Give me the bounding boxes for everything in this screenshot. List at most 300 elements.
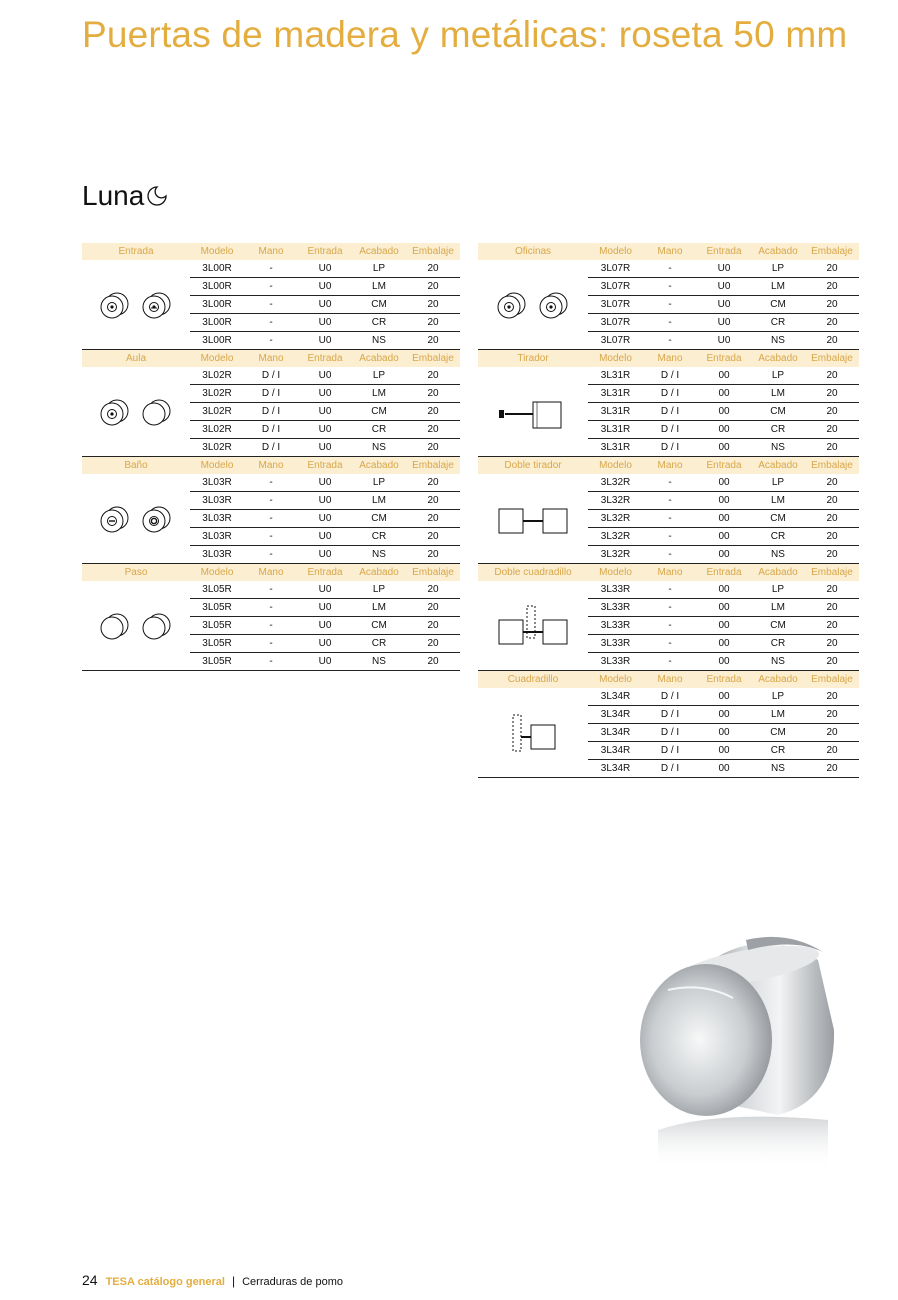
- cell-mano: -: [244, 492, 298, 510]
- table-row: [82, 260, 460, 278]
- cell-entrada: 00: [697, 635, 751, 653]
- cell-embalaje: 20: [805, 278, 859, 296]
- knob-pair-passage-icon: [88, 596, 184, 656]
- page-number: 24: [82, 1272, 98, 1288]
- column-header-embalaje: Embalaje: [406, 564, 460, 582]
- cell-entrada: 00: [697, 653, 751, 671]
- cell-embalaje: 20: [805, 296, 859, 314]
- cell-entrada: U0: [697, 332, 751, 350]
- table-header-row: [478, 671, 859, 689]
- cell-modelo: 3L03R: [190, 492, 244, 510]
- cell-modelo: 3L07R: [588, 314, 643, 332]
- cell-modelo: 3L07R: [588, 260, 643, 278]
- cell-entrada: 00: [697, 581, 751, 599]
- cell-mano: -: [643, 617, 697, 635]
- column-header-modelo: Modelo: [190, 457, 244, 475]
- product-diagram-cell: [82, 474, 190, 564]
- footer-section: Cerraduras de pomo: [242, 1276, 343, 1288]
- cell-embalaje: 20: [805, 617, 859, 635]
- cell-mano: -: [643, 528, 697, 546]
- column-header-modelo: Modelo: [190, 564, 244, 582]
- product-name: [82, 180, 168, 212]
- cell-embalaje: 20: [406, 260, 460, 278]
- cell-embalaje: 20: [805, 439, 859, 457]
- group-name: Aula: [82, 350, 190, 368]
- right-spec-table: [478, 243, 859, 778]
- cell-embalaje: 20: [406, 439, 460, 457]
- table-header-row: [82, 350, 460, 368]
- cell-entrada: 00: [697, 742, 751, 760]
- cell-mano: -: [643, 332, 697, 350]
- cell-mano: D / I: [643, 724, 697, 742]
- cell-entrada: 00: [697, 421, 751, 439]
- cell-mano: D / I: [643, 385, 697, 403]
- cell-entrada: 00: [697, 403, 751, 421]
- cell-entrada: U0: [298, 510, 352, 528]
- cell-acabado: CR: [352, 421, 406, 439]
- cell-entrada: U0: [697, 278, 751, 296]
- column-header-acabado: Acabado: [352, 243, 406, 260]
- cell-entrada: U0: [298, 617, 352, 635]
- cell-acabado: LP: [751, 367, 805, 385]
- column-header-embalaje: Embalaje: [805, 564, 859, 582]
- cell-acabado: NS: [352, 439, 406, 457]
- column-header-modelo: Modelo: [190, 243, 244, 260]
- cell-mano: D / I: [244, 385, 298, 403]
- cell-acabado: LM: [352, 599, 406, 617]
- column-header-entrada: Entrada: [697, 564, 751, 582]
- product-diagram-cell: [478, 260, 588, 350]
- cell-acabado: LM: [352, 385, 406, 403]
- cell-acabado: CR: [352, 528, 406, 546]
- cell-modelo: 3L33R: [588, 635, 643, 653]
- cell-entrada: U0: [298, 439, 352, 457]
- product-diagram-cell: [478, 367, 588, 457]
- cell-acabado: LM: [751, 706, 805, 724]
- left-spec-table: [82, 243, 460, 671]
- table-header-row: [478, 350, 859, 368]
- table-header-row: [478, 457, 859, 475]
- cell-embalaje: 20: [406, 492, 460, 510]
- cell-mano: D / I: [643, 742, 697, 760]
- cell-mano: D / I: [643, 706, 697, 724]
- cell-acabado: LP: [352, 260, 406, 278]
- cell-mano: -: [244, 635, 298, 653]
- cell-modelo: 3L05R: [190, 599, 244, 617]
- cell-entrada: U0: [697, 296, 751, 314]
- cell-mano: D / I: [643, 439, 697, 457]
- table-row: [478, 688, 859, 706]
- knob-pair-key-plain-icon: [88, 382, 184, 442]
- cell-acabado: CR: [751, 314, 805, 332]
- cell-embalaje: 20: [406, 617, 460, 635]
- knob-pair-bathroom-icon: [88, 489, 184, 549]
- cell-entrada: U0: [298, 296, 352, 314]
- cell-acabado: LP: [352, 367, 406, 385]
- cell-entrada: U0: [298, 260, 352, 278]
- cell-modelo: 3L00R: [190, 332, 244, 350]
- cell-mano: -: [244, 474, 298, 492]
- cell-acabado: LM: [352, 492, 406, 510]
- cell-embalaje: 20: [406, 367, 460, 385]
- cell-entrada: 00: [697, 724, 751, 742]
- cell-acabado: CM: [751, 296, 805, 314]
- cell-embalaje: 20: [805, 546, 859, 564]
- product-name-label: Luna: [82, 180, 145, 211]
- cell-entrada: 00: [697, 367, 751, 385]
- cell-modelo: 3L00R: [190, 314, 244, 332]
- cell-mano: -: [643, 492, 697, 510]
- column-header-embalaje: Embalaje: [406, 350, 460, 368]
- column-header-acabado: Acabado: [751, 457, 805, 475]
- cell-embalaje: 20: [805, 599, 859, 617]
- cell-entrada: U0: [298, 635, 352, 653]
- double-pull-knob-icon: [485, 489, 581, 549]
- cell-modelo: 3L33R: [588, 617, 643, 635]
- cell-acabado: NS: [751, 760, 805, 778]
- cell-mano: -: [244, 528, 298, 546]
- cell-entrada: U0: [298, 385, 352, 403]
- column-header-mano: Mano: [643, 350, 697, 368]
- cell-mano: -: [643, 474, 697, 492]
- cell-acabado: LP: [751, 260, 805, 278]
- cell-embalaje: 20: [406, 546, 460, 564]
- cell-acabado: CR: [352, 314, 406, 332]
- cell-entrada: U0: [298, 367, 352, 385]
- column-header-entrada: Entrada: [298, 350, 352, 368]
- cell-mano: -: [244, 332, 298, 350]
- cell-embalaje: 20: [406, 314, 460, 332]
- cell-modelo: 3L31R: [588, 367, 643, 385]
- cell-embalaje: 20: [406, 599, 460, 617]
- column-header-acabado: Acabado: [352, 564, 406, 582]
- product-diagram-cell: [478, 581, 588, 671]
- cell-mano: D / I: [643, 760, 697, 778]
- pull-knob-icon: [485, 382, 581, 442]
- column-header-mano: Mano: [643, 564, 697, 582]
- cell-modelo: 3L32R: [588, 492, 643, 510]
- cell-entrada: 00: [697, 617, 751, 635]
- column-header-modelo: Modelo: [588, 243, 643, 260]
- column-header-mano: Mano: [244, 457, 298, 475]
- cell-acabado: NS: [751, 332, 805, 350]
- cell-embalaje: 20: [805, 260, 859, 278]
- column-header-entrada: Entrada: [298, 457, 352, 475]
- column-header-mano: Mano: [244, 350, 298, 368]
- cell-modelo: 3L02R: [190, 403, 244, 421]
- cell-acabado: LM: [751, 599, 805, 617]
- cell-acabado: LM: [751, 385, 805, 403]
- cell-entrada: U0: [298, 546, 352, 564]
- cell-modelo: 3L34R: [588, 760, 643, 778]
- cell-embalaje: 20: [406, 581, 460, 599]
- cell-mano: D / I: [244, 421, 298, 439]
- cell-entrada: 00: [697, 385, 751, 403]
- cell-modelo: 3L33R: [588, 599, 643, 617]
- cell-embalaje: 20: [805, 510, 859, 528]
- group-name: Entrada: [82, 243, 190, 260]
- table-row: [478, 474, 859, 492]
- cell-entrada: U0: [298, 403, 352, 421]
- cell-modelo: 3L31R: [588, 439, 643, 457]
- table-header-row: [82, 564, 460, 582]
- cell-modelo: 3L02R: [190, 385, 244, 403]
- cell-modelo: 3L34R: [588, 742, 643, 760]
- cell-mano: D / I: [643, 367, 697, 385]
- cell-entrada: U0: [298, 474, 352, 492]
- cell-modelo: 3L00R: [190, 260, 244, 278]
- table-row: [478, 260, 859, 278]
- cell-acabado: NS: [751, 546, 805, 564]
- cell-embalaje: 20: [805, 742, 859, 760]
- cell-acabado: NS: [751, 439, 805, 457]
- cell-modelo: 3L03R: [190, 528, 244, 546]
- cell-acabado: LP: [352, 474, 406, 492]
- cell-modelo: 3L00R: [190, 296, 244, 314]
- cell-entrada: U0: [697, 314, 751, 332]
- cell-acabado: CM: [352, 296, 406, 314]
- cell-embalaje: 20: [406, 653, 460, 671]
- cell-modelo: 3L32R: [588, 546, 643, 564]
- cell-mano: -: [244, 314, 298, 332]
- column-header-entrada: Entrada: [298, 564, 352, 582]
- group-name: Doble cuadradillo: [478, 564, 588, 582]
- cell-embalaje: 20: [805, 492, 859, 510]
- cell-embalaje: 20: [406, 385, 460, 403]
- right-spec-tables: [478, 243, 859, 778]
- column-header-acabado: Acabado: [751, 243, 805, 260]
- cell-entrada: 00: [697, 492, 751, 510]
- cell-mano: -: [643, 546, 697, 564]
- cell-acabado: LP: [751, 474, 805, 492]
- cell-embalaje: 20: [406, 278, 460, 296]
- cell-mano: -: [244, 510, 298, 528]
- page-footer: [82, 1272, 343, 1288]
- column-header-acabado: Acabado: [751, 564, 805, 582]
- knob-pair-key-indicator-icon: [88, 275, 184, 335]
- cell-entrada: U0: [298, 599, 352, 617]
- cell-modelo: 3L33R: [588, 653, 643, 671]
- column-header-embalaje: Embalaje: [805, 671, 859, 689]
- cell-mano: -: [244, 581, 298, 599]
- cell-entrada: U0: [298, 653, 352, 671]
- cell-modelo: 3L05R: [190, 635, 244, 653]
- cell-mano: -: [643, 314, 697, 332]
- knob-pair-office-icon: [485, 275, 581, 335]
- cell-mano: -: [643, 581, 697, 599]
- cell-modelo: 3L32R: [588, 510, 643, 528]
- cell-modelo: 3L34R: [588, 688, 643, 706]
- cell-embalaje: 20: [805, 653, 859, 671]
- cell-acabado: CR: [352, 635, 406, 653]
- cell-modelo: 3L03R: [190, 510, 244, 528]
- table-row: [478, 367, 859, 385]
- table-row: [478, 581, 859, 599]
- cell-entrada: U0: [298, 332, 352, 350]
- cell-entrada: 00: [697, 510, 751, 528]
- column-header-entrada: Entrada: [697, 671, 751, 689]
- cell-embalaje: 20: [805, 332, 859, 350]
- cell-entrada: 00: [697, 528, 751, 546]
- cell-acabado: LM: [751, 492, 805, 510]
- cell-embalaje: 20: [805, 474, 859, 492]
- cell-entrada: 00: [697, 688, 751, 706]
- left-spec-tables: [82, 243, 460, 671]
- luna-shape-icon: [146, 185, 168, 207]
- double-spindle-knob-icon: [485, 596, 581, 656]
- cell-embalaje: 20: [805, 724, 859, 742]
- cell-entrada: U0: [298, 314, 352, 332]
- cell-acabado: LP: [751, 581, 805, 599]
- table-row: [82, 581, 460, 599]
- product-diagram-cell: [478, 688, 588, 778]
- cell-modelo: 3L32R: [588, 528, 643, 546]
- cell-entrada: U0: [298, 528, 352, 546]
- group-name: Doble tirador: [478, 457, 588, 475]
- cell-entrada: U0: [298, 492, 352, 510]
- cell-acabado: NS: [352, 653, 406, 671]
- column-header-mano: Mano: [244, 243, 298, 260]
- cell-mano: -: [244, 278, 298, 296]
- column-header-embalaje: Embalaje: [406, 243, 460, 260]
- cell-modelo: 3L34R: [588, 724, 643, 742]
- cell-embalaje: 20: [406, 474, 460, 492]
- cell-embalaje: 20: [805, 421, 859, 439]
- cell-embalaje: 20: [805, 706, 859, 724]
- cell-acabado: CM: [751, 403, 805, 421]
- cell-modelo: 3L05R: [190, 653, 244, 671]
- cell-entrada: 00: [697, 706, 751, 724]
- table-row: [82, 474, 460, 492]
- column-header-mano: Mano: [643, 671, 697, 689]
- cell-acabado: NS: [352, 332, 406, 350]
- cell-entrada: 00: [697, 760, 751, 778]
- column-header-embalaje: Embalaje: [406, 457, 460, 475]
- cell-acabado: CM: [352, 617, 406, 635]
- cell-acabado: CR: [751, 742, 805, 760]
- column-header-entrada: Entrada: [298, 243, 352, 260]
- product-diagram-cell: [82, 260, 190, 350]
- cell-embalaje: 20: [805, 635, 859, 653]
- cell-embalaje: 20: [805, 403, 859, 421]
- cell-mano: D / I: [244, 367, 298, 385]
- cell-mano: D / I: [643, 421, 697, 439]
- cell-modelo: 3L32R: [588, 474, 643, 492]
- column-header-embalaje: Embalaje: [805, 350, 859, 368]
- cell-modelo: 3L31R: [588, 403, 643, 421]
- column-header-embalaje: Embalaje: [805, 243, 859, 260]
- table-header-row: [478, 564, 859, 582]
- cell-mano: -: [643, 260, 697, 278]
- column-header-acabado: Acabado: [751, 350, 805, 368]
- cell-entrada: 00: [697, 439, 751, 457]
- group-name: Paso: [82, 564, 190, 582]
- cell-modelo: 3L05R: [190, 581, 244, 599]
- column-header-modelo: Modelo: [588, 350, 643, 368]
- cell-embalaje: 20: [805, 688, 859, 706]
- luna-knob-product-photo: [628, 930, 858, 1170]
- cell-mano: -: [244, 260, 298, 278]
- cell-entrada: U0: [298, 581, 352, 599]
- cell-acabado: CR: [751, 635, 805, 653]
- cell-embalaje: 20: [406, 528, 460, 546]
- table-row: [82, 367, 460, 385]
- cell-acabado: CM: [352, 403, 406, 421]
- cell-modelo: 3L07R: [588, 278, 643, 296]
- table-header-row: [82, 457, 460, 475]
- cell-mano: -: [244, 599, 298, 617]
- cell-modelo: 3L31R: [588, 385, 643, 403]
- cell-mano: -: [244, 617, 298, 635]
- cell-embalaje: 20: [406, 510, 460, 528]
- cell-acabado: NS: [352, 546, 406, 564]
- cell-mano: -: [244, 296, 298, 314]
- column-header-modelo: Modelo: [588, 457, 643, 475]
- cell-mano: -: [643, 510, 697, 528]
- cell-modelo: 3L05R: [190, 617, 244, 635]
- cell-mano: -: [244, 546, 298, 564]
- cell-embalaje: 20: [406, 403, 460, 421]
- cell-embalaje: 20: [406, 635, 460, 653]
- cell-entrada: 00: [697, 474, 751, 492]
- cell-modelo: 3L02R: [190, 421, 244, 439]
- cell-mano: -: [643, 635, 697, 653]
- column-header-embalaje: Embalaje: [805, 457, 859, 475]
- footer-brand: TESA catálogo general: [105, 1276, 225, 1288]
- cell-mano: -: [244, 653, 298, 671]
- column-header-modelo: Modelo: [588, 671, 643, 689]
- cell-acabado: CM: [751, 724, 805, 742]
- cell-entrada: U0: [298, 278, 352, 296]
- cell-mano: -: [643, 278, 697, 296]
- cell-mano: D / I: [244, 403, 298, 421]
- cell-modelo: 3L07R: [588, 296, 643, 314]
- group-name: Oficinas: [478, 243, 588, 260]
- cell-mano: -: [643, 296, 697, 314]
- cell-acabado: LM: [352, 278, 406, 296]
- cell-entrada: 00: [697, 546, 751, 564]
- cell-embalaje: 20: [805, 528, 859, 546]
- cell-modelo: 3L00R: [190, 278, 244, 296]
- cell-embalaje: 20: [406, 332, 460, 350]
- cell-embalaje: 20: [805, 367, 859, 385]
- column-header-acabado: Acabado: [352, 457, 406, 475]
- cell-modelo: 3L03R: [190, 474, 244, 492]
- column-header-entrada: Entrada: [697, 350, 751, 368]
- cell-acabado: CM: [751, 617, 805, 635]
- column-header-mano: Mano: [244, 564, 298, 582]
- spindle-knob-icon: [485, 703, 581, 763]
- cell-acabado: CM: [352, 510, 406, 528]
- cell-modelo: 3L33R: [588, 581, 643, 599]
- column-header-modelo: Modelo: [588, 564, 643, 582]
- cell-entrada: U0: [697, 260, 751, 278]
- cell-entrada: U0: [298, 421, 352, 439]
- cell-acabado: CM: [751, 510, 805, 528]
- cell-embalaje: 20: [805, 581, 859, 599]
- cell-entrada: 00: [697, 599, 751, 617]
- product-diagram-cell: [82, 367, 190, 457]
- cell-mano: -: [643, 653, 697, 671]
- cell-acabado: LM: [751, 278, 805, 296]
- column-header-acabado: Acabado: [352, 350, 406, 368]
- cell-modelo: 3L34R: [588, 706, 643, 724]
- cell-modelo: 3L02R: [190, 367, 244, 385]
- cell-modelo: 3L07R: [588, 332, 643, 350]
- column-header-modelo: Modelo: [190, 350, 244, 368]
- cell-embalaje: 20: [406, 296, 460, 314]
- column-header-entrada: Entrada: [697, 243, 751, 260]
